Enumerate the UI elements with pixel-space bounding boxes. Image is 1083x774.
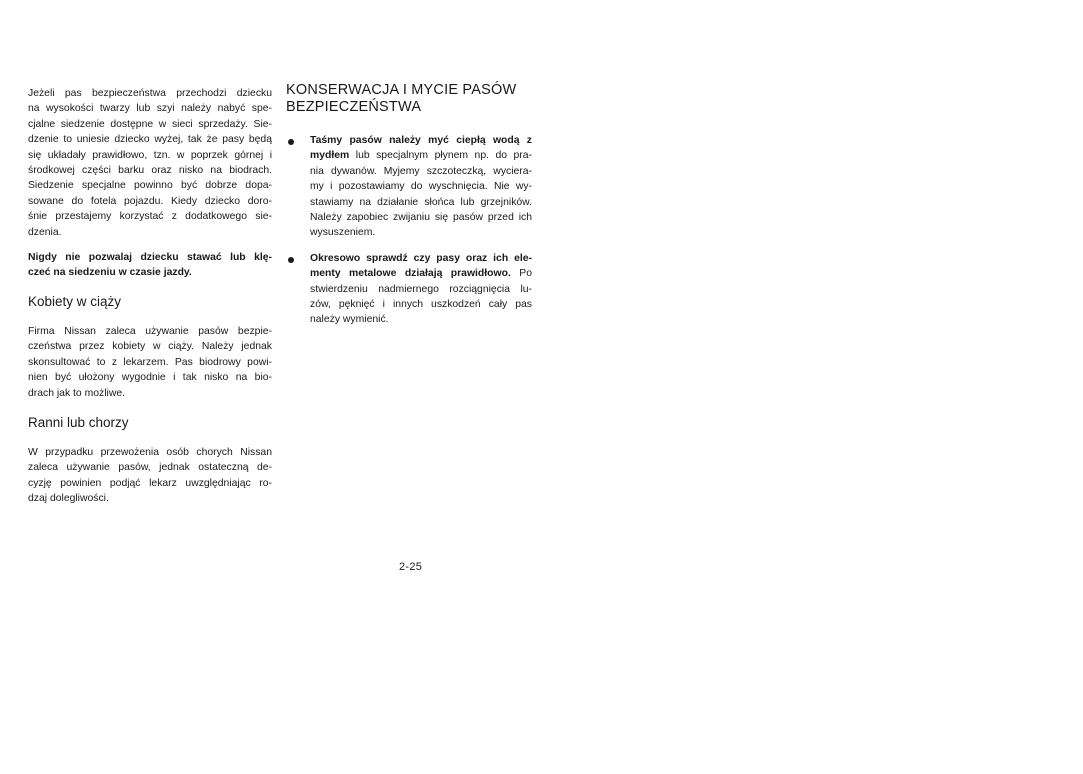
text-line: Jeżeli pas bezpieczeństwa przechodzi dziecku bbox=[28, 88, 272, 99]
injured-paragraph bbox=[28, 445, 272, 507]
text-line: na wysokości twarzy lub szyi należy nabyć spe- bbox=[28, 103, 272, 115]
text-line bbox=[310, 266, 532, 281]
text-line: wysuszeniem. bbox=[310, 227, 376, 239]
text-line: nien być ułożony wygodnie i tak nisko na bio- bbox=[28, 372, 272, 384]
text-line: stwierdzeniu nadmiernego rozciągnięcia lu- bbox=[310, 283, 532, 295]
text-run: Po bbox=[510, 268, 532, 280]
text-line: zów, pęknięć i innych uszkodzeń cały pas bbox=[310, 299, 532, 311]
left-column bbox=[28, 86, 272, 507]
child-seat-paragraph bbox=[28, 86, 272, 240]
heading-line: BEZPIECZEŃSTWA bbox=[286, 99, 422, 115]
list-item bbox=[286, 133, 532, 241]
text-line: W przypadku przewożenia osób chorych Nissan bbox=[28, 446, 272, 458]
pregnant-heading: Kobiety w ciąży bbox=[28, 293, 122, 309]
text-line: środkowej części barku oraz nisko na biodrach. bbox=[28, 165, 272, 177]
page-number: 2-25 bbox=[399, 561, 423, 573]
child-warning bbox=[28, 250, 272, 281]
text-line: sowane do fotela pojazdu. Kiedy dziecko doro- bbox=[28, 195, 272, 207]
bullet-icon bbox=[288, 257, 294, 263]
text-line: Firma Nissan zaleca używanie pasów bezpie- bbox=[28, 325, 272, 337]
right-column bbox=[286, 82, 532, 328]
text-line: Nigdy nie pozwalaj dziecku stawać lub klę- bbox=[28, 252, 272, 264]
text-line: cjalne siedzenie dostępne w sieci sprzedaży. Sie- bbox=[28, 118, 272, 130]
bold-lead: mydłem bbox=[310, 150, 350, 162]
text-line: dzenia. bbox=[28, 226, 62, 238]
text-line: Należy zapobiec zwijaniu się pasów przed ich bbox=[310, 212, 532, 224]
bold-lead: menty metalowe działają prawidłowo. bbox=[310, 268, 511, 280]
text-line: stawiamy na działanie słońca lub grzejników. bbox=[310, 196, 532, 208]
injured-heading: Ranni lub chorzy bbox=[28, 414, 129, 430]
list-item bbox=[286, 251, 532, 328]
text-line: czeć na siedzeniu w czasie jazdy. bbox=[28, 267, 192, 279]
text-line: się układały prawidłowo, tzn. w poprzek górnej i bbox=[28, 149, 272, 161]
text-line: Siedzenie specjalne powinno być dobrze dopa- bbox=[28, 180, 272, 192]
bullet-icon bbox=[288, 139, 294, 145]
text-line: drach jak to możliwe. bbox=[28, 387, 126, 399]
heading-line: KONSERWACJA I MYCIE PASÓW bbox=[286, 82, 517, 98]
text-line: skonsultować to z lekarzem. Pas biodrowy powi- bbox=[28, 356, 272, 368]
inspection-paragraph bbox=[310, 251, 532, 328]
text-run: lub specjalnym płynem np. do pra- bbox=[349, 150, 532, 162]
text-line: nia dywanów. Myjemy szczoteczką, wyciera- bbox=[310, 165, 532, 177]
section-heading bbox=[286, 82, 532, 116]
washing-paragraph bbox=[310, 133, 532, 241]
text-line: Okresowo sprawdź czy pasy oraz ich ele- bbox=[310, 252, 532, 264]
text-line: my i pozostawiamy do wyschnięcia. Nie wy- bbox=[310, 181, 532, 193]
text-line: należy wymienić. bbox=[310, 314, 389, 326]
text-line: zaleca używanie pasów, jednak ostateczną de- bbox=[28, 462, 272, 474]
text-line: czeństwa przez kobiety w ciąży. Należy jednak bbox=[28, 341, 272, 353]
text-line bbox=[310, 148, 532, 163]
text-line: dzenie to uniesie dziecko wyżej, tak że pasy będą bbox=[28, 134, 272, 146]
pregnant-paragraph bbox=[28, 324, 272, 401]
text-line: dzaj dolegliwości. bbox=[28, 493, 109, 505]
text-line: śnie przestajemy korzystać z dodatkowego sie- bbox=[28, 211, 272, 223]
text-line: cyzję powinien podjąć lekarz uwzględniając ro- bbox=[28, 477, 272, 489]
text-line: Taśmy pasów należy myć ciepłą wodą z bbox=[310, 135, 532, 146]
